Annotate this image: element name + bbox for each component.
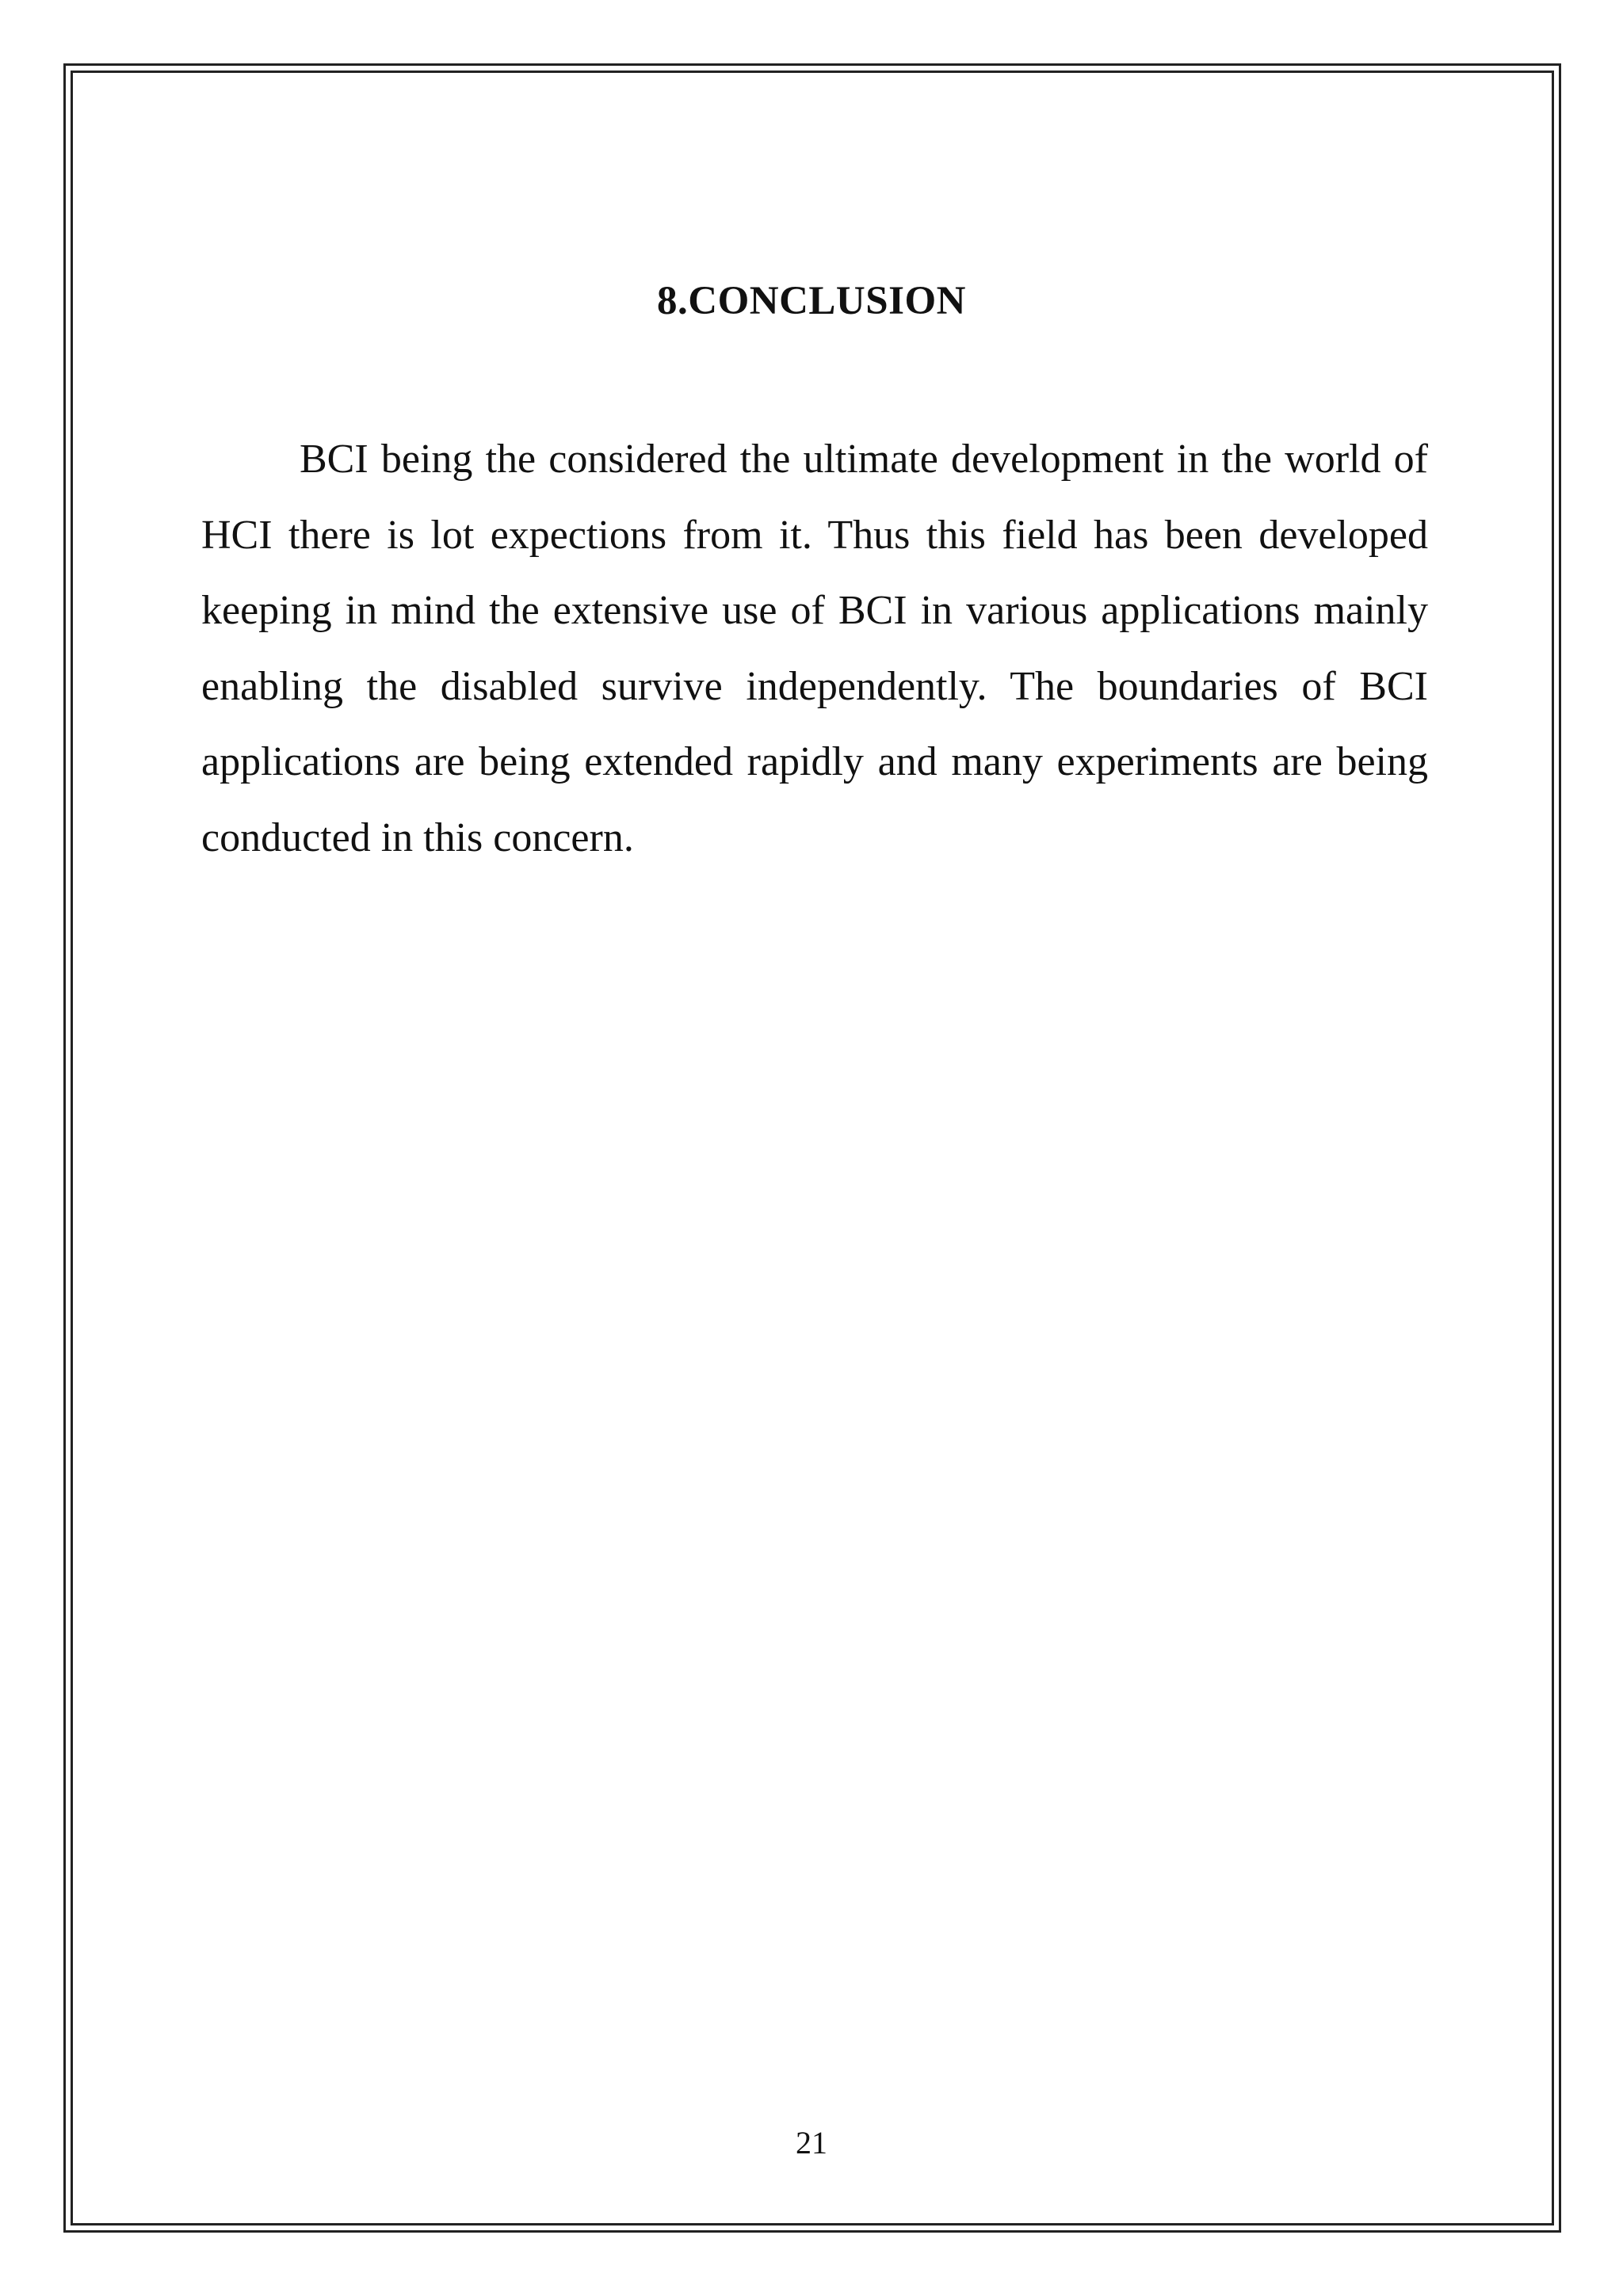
conclusion-paragraph: BCI being the considered the ultimate development in the world of HCI there is lot expections from it. Thus this field has been developed keeping in mind the extensive use of BCI in various applications mainly enabling the disabled survive independently. The boundaries of BCI applications are being extended rapidly and many experiments are being conducted in this concern. [201,437,1428,860]
page-border-inner [71,71,1554,2225]
page-number: 21 [796,2125,827,2161]
section-heading: 8.CONCLUSION [657,279,966,323]
